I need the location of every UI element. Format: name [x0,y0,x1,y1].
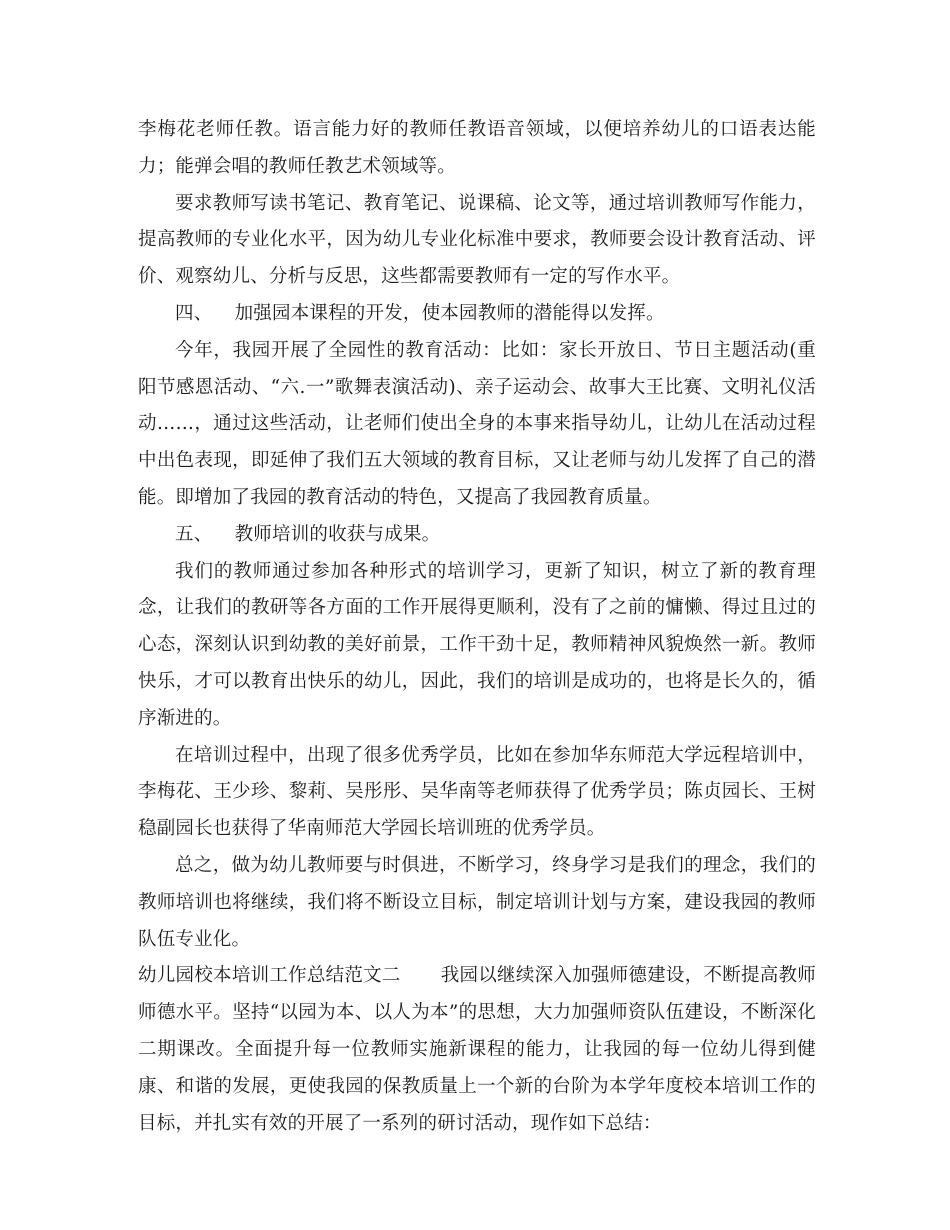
section-number-five: 五、 [175,523,213,545]
paragraph-writing-requirement: 要求教师写读书笔记、教育笔记、说课稿、论文等，通过培训教师写作能力，提高教师的专业化水平，因为幼儿专业化标准中要求，教师要会设计教育活动、评价、观察幼儿、分析与反思，这些都需要教师有一定的写作水平。 [138,192,816,288]
section-heading-five [138,517,816,554]
paragraph-continuation: 李梅花老师任教。语言能力好的教师任教语音领域，以便培养幼儿的口语表达能力；能弹会唱的教师任教艺术领域等。 [138,119,816,177]
paragraph-activities: 今年，我园开展了全园性的教育活动：比如：家长开放日、节日主题活动(重阳节感恩活动、“六.一”歌舞表演活动)、亲子运动会、故事大王比赛、文明礼仪活动……，通过这些活动，让老师们使出全身的本事来指导幼儿，让幼儿在活动过程中出色表现，即延伸了我们五大领域的教育目标，又让老师与幼儿发挥了自己的潜能。即增加了我园的教育活动的特色，又提高了我园教育质量。 [138,339,816,508]
document-body [138,112,816,1142]
paragraph-excellent-students: 在培训过程中，出现了很多优秀学员，比如在参加华东师范大学远程培训中，李梅花、王少珍、黎莉、吴彤彤、吴华南等老师获得了优秀学员；陈贞园长、王树稳副园长也获得了华南师范大学园长培训班的优秀学员。 [138,744,816,840]
section-heading-four [138,296,816,333]
section-title-four: 加强园本课程的开发，使本园教师的潜能得以发挥。 [234,302,665,324]
paragraph-sample-two [138,958,816,1142]
paragraph-conclusion: 总之，做为幼儿教师要与时俱进，不断学习，终身学习是我们的理念，我们的教师培训也将继续，我们将不断设立目标，制定培训计划与方案，建设我园的教师队伍专业化。 [138,854,816,950]
sample-two-text: 我园以继续深入加强师德建设，不断提高教师师德水平。坚持“以园为本、以人为本”的思想，大力加强师资队伍建设，不断深化二期课改。全面提升每一位教师实施新课程的能力，让我园的每一位幼儿得到健康、和谐的发展，更使我园的保教质量上一个新的台阶为本学年度校本培训工作的目标，并扎实有效的开展了一系列的研讨活动，现作如下总结： [138,965,816,1134]
document-subtitle: 幼儿园校本培训工作总结范文二 [138,965,401,987]
paragraph-training-results: 我们的教师通过参加各种形式的培训学习，更新了知识，树立了新的教育理念，让我们的教研等各方面的工作开展得更顺利，没有了之前的慵懒、得过且过的心态，深刻认识到幼教的美好前景，工作干劲十足，教师精神风貌焕然一新。教师快乐，才可以教育出快乐的幼儿，因此，我们的培训是成功的，也将是长久的，循序渐进的。 [138,560,816,729]
section-title-five: 教师培训的收获与成果。 [234,523,441,545]
section-number-four: 四、 [175,302,213,324]
